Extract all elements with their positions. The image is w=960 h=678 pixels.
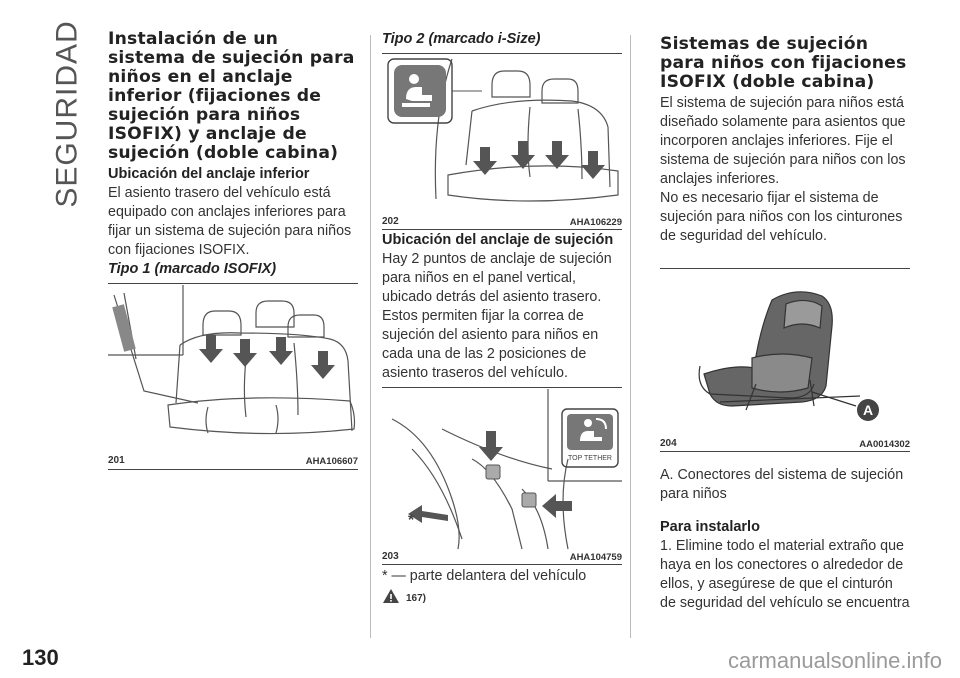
figure-code: AA0014302 bbox=[859, 439, 910, 450]
figure-top-rule bbox=[382, 387, 622, 388]
top-tether-icon bbox=[562, 409, 618, 467]
page-number: 130 bbox=[22, 645, 59, 670]
front-marker: * bbox=[408, 512, 415, 529]
tether-label: TOP TETHER bbox=[568, 455, 612, 462]
section-label: SEGURIDAD bbox=[51, 20, 85, 208]
top-tether-illustration bbox=[382, 389, 622, 551]
paragraph: El asiento trasero del vehículo está equipado con anclajes inferiores para fijar un sistema de sujeción para niños con fijaciones ISOFIX. bbox=[108, 185, 352, 258]
paragraph: El sistema de sujeción para niños está diseñado solamente para asientos que incorporen anclajes inferiores. Fije el sistema de sujeción para niños con los anclajes inferiores. bbox=[660, 95, 906, 187]
callout-label: A bbox=[862, 402, 874, 418]
type-heading: Tipo 2 (marcado i-Size) bbox=[382, 31, 541, 47]
figure-203 bbox=[382, 387, 622, 567]
figure-bottom-rule bbox=[382, 564, 622, 565]
figure-number: 203 bbox=[382, 551, 399, 562]
paragraph: No es necesario fijar el sistema de sujeción para niños con los cinturones de seguridad del vehículo. bbox=[660, 190, 903, 244]
figure-number: 202 bbox=[382, 216, 399, 227]
column-1 bbox=[108, 30, 358, 473]
figure-bottom-rule bbox=[382, 229, 622, 230]
figure-code: AHA106607 bbox=[305, 456, 358, 467]
type-heading: Tipo 1 (marcado ISOFIX) bbox=[108, 261, 277, 277]
figure-number: 204 bbox=[660, 438, 677, 449]
column-divider bbox=[370, 35, 371, 638]
figure-top-rule bbox=[660, 268, 910, 269]
figure-number: 201 bbox=[108, 455, 125, 466]
figure-bottom-rule bbox=[660, 451, 910, 452]
watermark: carmanualsonline.info bbox=[727, 648, 942, 673]
subsection-title: Para instalarlo bbox=[660, 519, 760, 535]
subsection-title: Ubicación del anclaje inferior bbox=[108, 166, 310, 182]
paragraph: Hay 2 puntos de anclaje de sujeción para niños en el panel vertical, ubicado detrás del asiento trasero. bbox=[382, 251, 612, 305]
figure-top-rule bbox=[108, 283, 358, 284]
section-side-tab bbox=[48, 20, 88, 208]
figure-code: AHA106229 bbox=[569, 217, 622, 228]
figure-202 bbox=[382, 53, 622, 231]
section-title: Sistemas de sujeción para niños con fijaciones ISOFIX (doble cabina) bbox=[660, 34, 907, 92]
warning-triangle-icon bbox=[382, 588, 400, 604]
warning-reference bbox=[382, 588, 622, 604]
column-3 bbox=[660, 35, 910, 613]
child-seat-illustration bbox=[660, 270, 910, 438]
figure-note: * — parte delantera del vehículo bbox=[382, 568, 587, 584]
figure-204 bbox=[660, 268, 910, 454]
column-2 bbox=[382, 30, 622, 604]
warning-number: 167) bbox=[406, 593, 427, 604]
step-item: 1. Elimine todo el material extraño que haya en los conectores o alrededor de ellos, y asegúrese de que el cinturón de seguridad del vehículo se encuentra bbox=[660, 538, 910, 611]
figure-201 bbox=[108, 283, 358, 473]
paragraph: Estos permiten fijar la correa de sujeción del asiento para niños en cada una de las 2 posiciones de asiento traseros del vehículo. bbox=[382, 308, 599, 381]
rear-seat-isofix-illustration bbox=[108, 285, 358, 455]
figure-caption: A. Conectores del sistema de sujeción para niños bbox=[660, 467, 904, 502]
column-divider bbox=[630, 35, 631, 638]
figure-code: AHA104759 bbox=[569, 552, 622, 563]
subsection-title: Ubicación del anclaje de sujeción bbox=[382, 232, 614, 248]
section-title: Instalación de un sistema de sujeción para niños en el anclaje inferior (fijaciones de sujeción para niños ISOFIX) y anclaje de sujeción (doble cabina) bbox=[108, 29, 355, 163]
figure-bottom-rule bbox=[108, 469, 358, 470]
rear-seat-isize-illustration bbox=[382, 55, 622, 219]
figure-top-rule bbox=[382, 53, 622, 54]
